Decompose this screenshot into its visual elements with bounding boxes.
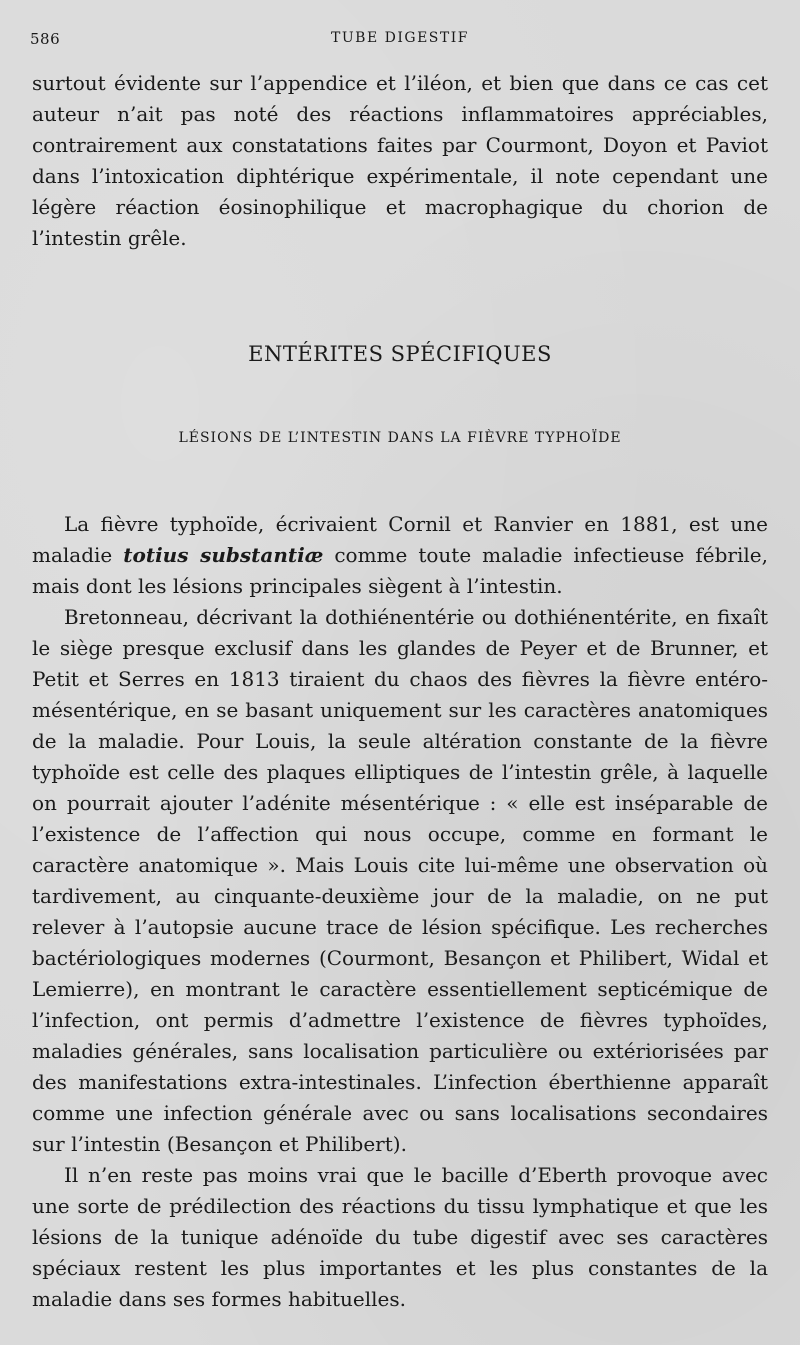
page-header [30,30,770,54]
main-text-block [32,509,768,1315]
subsection-title: LÉSIONS DE L’INTESTIN DANS LA FIÈVRE TYPHOÏDE [178,430,622,446]
intro-text-block [32,68,768,254]
paragraph-1-before: La fièvre typhoïde, écrivaient Cornil et Ranvier en 1881, est une maladie [32,512,768,567]
section-title: ENTÉRITES SPÉCIFIQUES [248,342,552,366]
intro-paragraph: surtout évidente sur l’appendice et l’iléon, et bien que dans ce cas cet auteur n’ait pas noté des réactions inflammatoires appréciables, contrairement aux constatations faites par Courmont, Doyon et Paviot dans l’intoxication diphtérique expérimentale, il note cependant une légère réaction éosinophilique et macrophagique du chorion de l’intestin grêle. [32,71,768,250]
running-head: TUBE DIGESTIF [331,30,469,46]
paragraph-2: Bretonneau, décrivant la dothiénentérie ou dothiénentérite, en fixaît le siège presque exclusif dans les glandes de Peyer et de Brunner, et Petit et Serres en 1813 tiraient du chaos des fièvres la fièvre entéro-mésentérique, en se basant uniquement sur les caractères anatomiques de la maladie. Pour Louis, la seule altération constante de la fièvre typhoïde est celle des plaques elliptiques de l’intestin grêle, à laquelle on pourrait ajouter l’adénite mésentérique : « elle est inséparable de l’existence de l’affection qui nous occupe, comme en formant le caractère anatomique ». Mais Louis cite lui-même une observation où tardivement, au cinquante-deuxième jour de la maladie, on ne put relever à l’autopsie aucune trace de lésion spécifique. Les recherches bactériologiques modernes (Courmont, Besançon et Philibert, Widal et Lemierre), en montrant le caractère essentiellement septicémique de l’infection, ont permis d’admettre l’existence de fièvres typhoïdes, maladies générales, sans localisation particulière ou extériorisées par des manifestations extra-intestinales. L’infection éberthienne apparaît comme une infection générale avec ou sans localisations secondaires sur l’intestin (Besançon et Philibert). [32,605,768,1156]
paragraph-1-after: comme toute maladie infectieuse fébrile, mais dont les lésions principales siègent à l’intestin. [32,543,768,598]
latin-phrase: totius substantiæ [123,543,324,567]
paragraph-3: Il n’en reste pas moins vrai que le bacille d’Eberth provoque avec une sorte de prédilection des réactions du tissu lymphatique et que les lésions de la tunique adénoïde du tube digestif avec ses caractères spéciaux restent les plus importantes et les plus constantes de la maladie dans ses formes habituelles. [32,1163,768,1311]
page-number: 586 [30,30,61,48]
paragraph-1 [32,509,768,602]
